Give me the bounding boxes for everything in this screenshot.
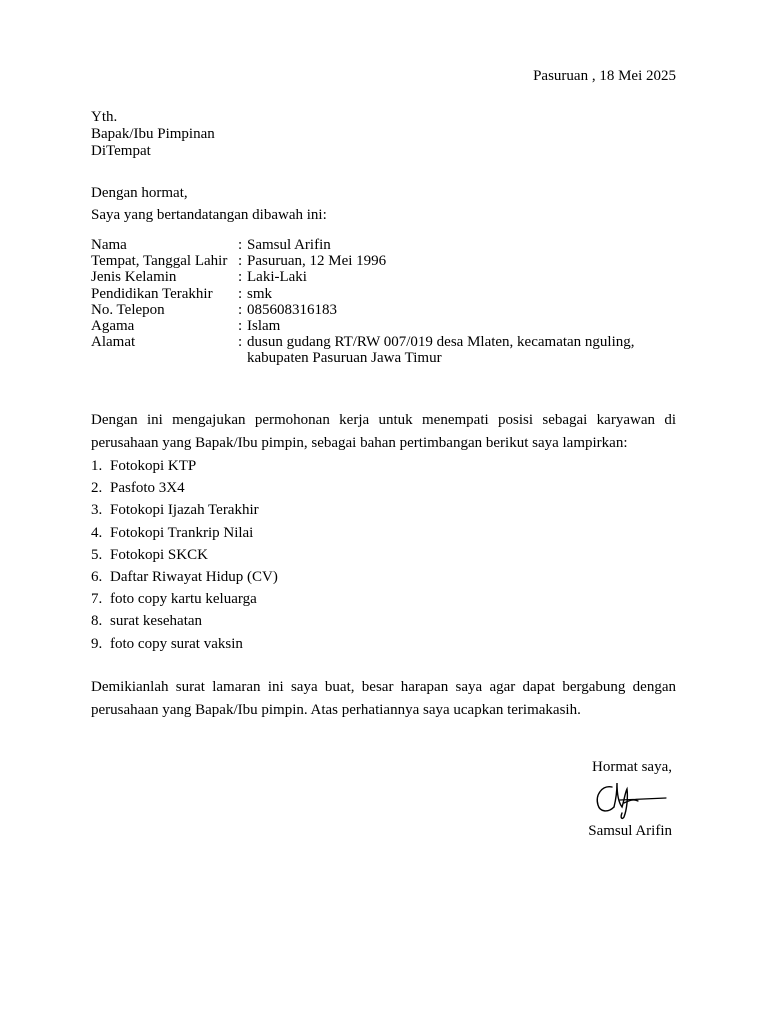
closing-paragraph: Demikianlah surat lamaran ini saya buat, besar harapan saya agar dapat bergabung dengan perusahaan yang Bapak/Ibu pimpin. Atas perhatiannya saya ucapkan terimakasih.: [91, 679, 676, 718]
signoff: Hormat saya,: [592, 759, 672, 775]
list-item: [91, 588, 278, 610]
list-item: [91, 477, 278, 499]
list-item-number: 4.: [91, 524, 103, 541]
identity-row-education: [91, 286, 681, 302]
recipient-location: DiTempat: [91, 143, 151, 159]
list-item: [91, 455, 278, 477]
identity-row-religion: [91, 318, 681, 334]
list-item-number: 2.: [91, 480, 103, 497]
identity-label: Pendidikan Terakhir: [91, 285, 213, 302]
identity-table: [91, 237, 681, 367]
greeting: Dengan hormat,: [91, 185, 188, 201]
identity-value: Samsul Arifin: [247, 237, 331, 253]
identity-separator: :: [238, 301, 243, 318]
list-item-number: 9.: [91, 635, 103, 652]
identity-separator: :: [238, 269, 243, 286]
list-item: [91, 544, 278, 566]
application-paragraph: Dengan ini mengajukan permohonan kerja untuk menempati posisi sebagai karyawan di perusahaan yang Bapak/Ibu pimpin, sebagai bahan pertimbangan berikut saya lampirkan:: [91, 412, 676, 451]
list-item-text: Daftar Riwayat Hidup (CV): [110, 569, 278, 586]
identity-value: Islam: [247, 318, 281, 335]
list-item: [91, 610, 278, 632]
date-line: Pasuruan , 18 Mei 2025: [533, 68, 676, 84]
identity-row-birth: [91, 253, 681, 269]
recipient-salutation: Yth.: [91, 109, 118, 125]
identity-value: dusun gudang RT/RW 007/019 desa Mlaten, kecamatan nguling, kabupaten Pasuruan Jawa Timur: [247, 334, 635, 367]
list-item: [91, 499, 278, 521]
list-item-text: Fotokopi Trankrip Nilai: [110, 524, 254, 541]
recipient-block: [91, 109, 215, 160]
identity-row-phone: [91, 302, 681, 318]
identity-value: smk: [247, 285, 273, 302]
identity-value: 085608316183: [247, 301, 337, 318]
intro-statement: Saya yang bertandatangan dibawah ini:: [91, 207, 327, 223]
list-item-text: foto copy surat vaksin: [110, 635, 243, 652]
identity-label: Agama: [91, 318, 135, 335]
list-item-number: 8.: [91, 613, 103, 630]
list-item-text: surat kesehatan: [110, 613, 203, 630]
identity-row-gender: [91, 269, 681, 285]
list-item-number: 5.: [91, 546, 103, 563]
identity-label: Jenis Kelamin: [91, 269, 177, 286]
list-item-text: foto copy kartu keluarga: [110, 591, 257, 608]
identity-row-name: [91, 237, 681, 253]
list-item-text: Pasfoto 3X4: [110, 480, 185, 497]
attachment-list: [91, 455, 278, 655]
recipient-title: Bapak/Ibu Pimpinan: [91, 126, 215, 142]
list-item-number: 6.: [91, 569, 103, 586]
greeting-block: [91, 182, 327, 226]
signer-name: Samsul Arifin: [588, 823, 672, 839]
identity-separator: :: [238, 334, 243, 351]
list-item-number: 7.: [91, 591, 103, 608]
list-item-number: 1.: [91, 458, 103, 474]
identity-label: No. Telepon: [91, 301, 165, 318]
identity-label: Alamat: [91, 334, 136, 351]
identity-separator: :: [238, 253, 243, 270]
handwritten-signature-icon: [590, 773, 670, 821]
list-item: [91, 522, 278, 544]
identity-value: Pasuruan, 12 Mei 1996: [247, 253, 387, 270]
identity-label: Nama: [91, 237, 127, 253]
list-item: [91, 566, 278, 588]
identity-separator: :: [238, 318, 243, 335]
identity-separator: :: [238, 285, 243, 302]
list-item-text: Fotokopi SKCK: [110, 546, 208, 563]
identity-row-address: [91, 334, 681, 366]
list-item-text: Fotokopi KTP: [110, 458, 197, 474]
identity-label: Tempat, Tanggal Lahir: [91, 253, 228, 270]
list-item-number: 3.: [91, 502, 103, 519]
identity-separator: :: [238, 237, 243, 253]
list-item-text: Fotokopi Ijazah Terakhir: [110, 502, 259, 519]
list-item: [91, 633, 278, 655]
identity-value: Laki-Laki: [247, 269, 307, 286]
